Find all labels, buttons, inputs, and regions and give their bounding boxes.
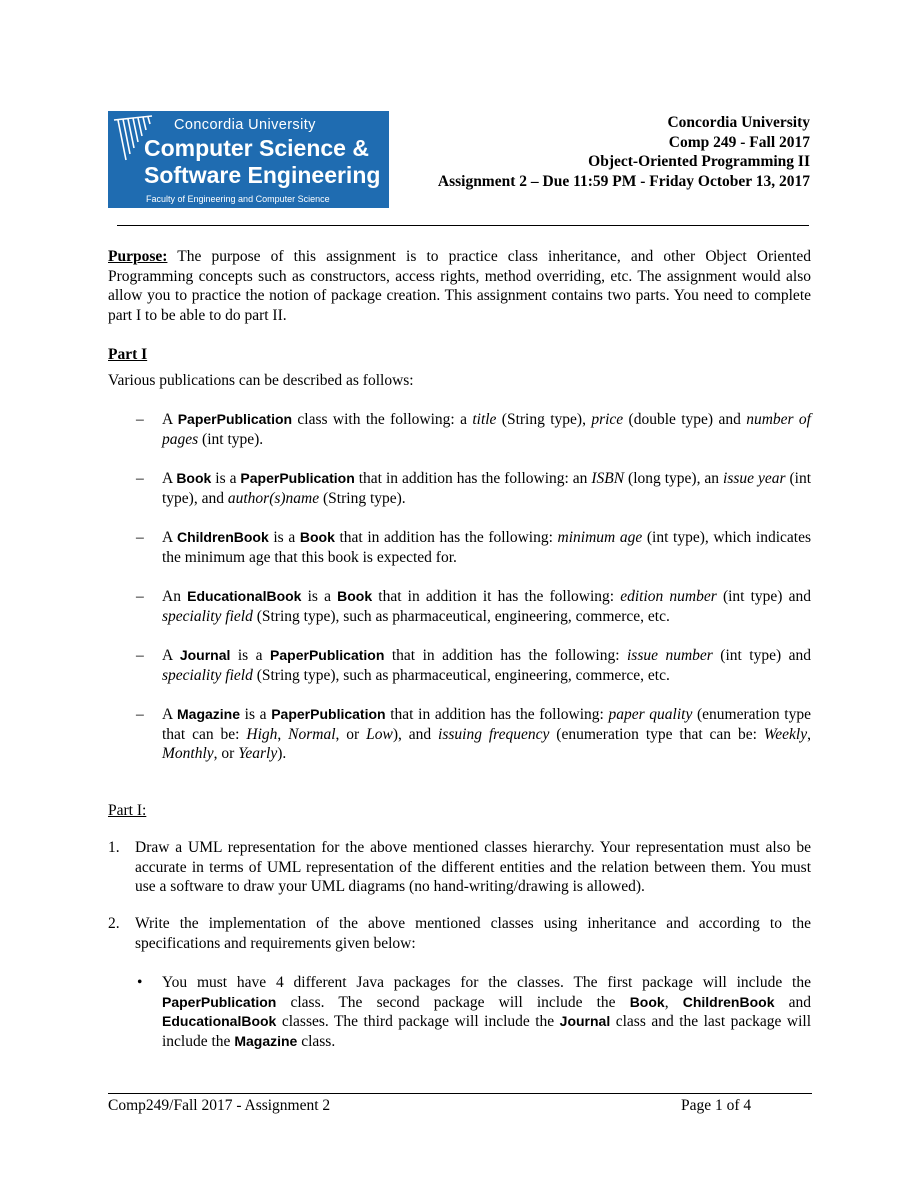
- bullet-item: [135, 973, 811, 1051]
- part1-heading: [108, 345, 811, 365]
- item-text: that in addition has the following: an: [354, 470, 592, 487]
- item-text: ), and: [392, 725, 439, 743]
- enum-value: Normal: [288, 725, 336, 743]
- item-number: 1.: [108, 839, 120, 856]
- attribute-name: issuing frequency: [438, 725, 550, 743]
- attribute-name: speciality field: [162, 666, 253, 684]
- enum-value: Weekly: [763, 725, 808, 743]
- enum-value: Low: [366, 725, 393, 743]
- class-name: PaperPublication: [240, 470, 355, 486]
- bullet-dot: •: [137, 974, 143, 991]
- class-name: PaperPublication: [271, 706, 386, 722]
- item-text: is a: [268, 529, 300, 546]
- item-text: (String type), such as pharmaceutical, engineering, commerce, etc.: [252, 666, 670, 684]
- item-text: that in addition has the following:: [384, 647, 627, 664]
- item-text: classes. The third package will include the: [276, 1013, 560, 1030]
- item-text: ,: [664, 993, 683, 1011]
- item-text: (String type),: [496, 411, 592, 428]
- class-name: Journal: [179, 647, 231, 663]
- list-item: [108, 528, 811, 567]
- class-name: PaperPublication: [177, 411, 293, 427]
- item-text: A: [162, 706, 177, 723]
- part1-tasks-heading: [108, 801, 811, 821]
- item-text: is a: [301, 588, 338, 605]
- footer-course: Comp249/Fall 2017 - Assignment 2: [108, 1097, 331, 1114]
- logo-faculty: Faculty of Engineering and Computer Science: [146, 194, 330, 204]
- logo-university-name: Concordia University: [174, 117, 316, 133]
- class-name: PaperPublication: [270, 647, 385, 663]
- item-text: that in addition has the following:: [334, 529, 558, 546]
- item-text: You must have 4 different Java packages for the classes. The first package will include the: [162, 974, 811, 991]
- item-text: (int type) and: [716, 588, 811, 605]
- class-name: ChildrenBook: [176, 529, 269, 545]
- header-course-title: Object-Oriented Programming II: [588, 153, 810, 170]
- class-name: PaperPublication: [162, 993, 277, 1010]
- class-name: EducationalBook: [162, 1013, 277, 1029]
- item-text: A: [162, 647, 180, 664]
- class-name: Journal: [559, 1013, 611, 1029]
- purpose-label: Purpose:: [108, 248, 168, 265]
- list-item: [108, 705, 811, 764]
- item-text: that in addition has the following:: [385, 706, 609, 723]
- item-text: is a: [240, 706, 272, 723]
- class-name: EducationalBook: [187, 588, 302, 604]
- item-text: (int type), which indicates the minimum age that this book is expected for.: [162, 529, 811, 566]
- list-item: [108, 587, 811, 626]
- logo-title-line2: Software Engineering: [144, 162, 381, 188]
- class-name: ChildrenBook: [682, 993, 775, 1010]
- attribute-name: issue year: [723, 470, 786, 487]
- item-text: , or: [335, 725, 367, 743]
- item-text: is a: [211, 470, 241, 487]
- item-text: class.: [297, 1032, 336, 1050]
- attribute-name: title: [472, 411, 497, 428]
- item-text: is a: [230, 647, 271, 664]
- item-text: An: [162, 588, 188, 605]
- list-item: [108, 646, 811, 685]
- course-header: [438, 113, 810, 191]
- class-name: Book: [299, 529, 335, 545]
- attribute-name: minimum age: [557, 529, 643, 546]
- item-text: A: [162, 411, 178, 428]
- item-text: (String type), such as pharmaceutical, engineering, commerce, etc.: [252, 607, 670, 625]
- attribute-name: edition number: [620, 588, 717, 605]
- logo-title-line1: Computer Science &: [144, 135, 369, 161]
- item-text: (long type), an: [624, 470, 724, 487]
- dash-bullet: –: [136, 588, 144, 605]
- numbered-item-text: Write the implementation of the above mentioned classes using inheritance and according to the specifications and requirements given below:: [135, 915, 811, 952]
- item-text: that in addition it has the following:: [372, 588, 621, 605]
- item-text: , or: [213, 745, 239, 762]
- item-text: class and the last package will include the: [162, 1013, 811, 1050]
- item-text: (int type).: [198, 430, 264, 448]
- item-text: (enumeration type that can be:: [549, 725, 764, 743]
- university-logo: [108, 111, 389, 208]
- page-number: Page 1 of 4: [681, 1097, 752, 1114]
- item-text: class with the following: a: [292, 411, 473, 428]
- enum-value: Monthly: [162, 745, 214, 762]
- item-number: 2.: [108, 915, 120, 932]
- header-course: Comp 249 - Fall 2017: [668, 133, 810, 151]
- numbered-item-text: Draw a UML representation for the above mentioned classes hierarchy. Your representation must also be accurate in terms of UML representation of the different entities and the relation between them. You must use a software to draw your UML diagrams (no hand-writing/drawing is allowed).: [135, 839, 811, 895]
- item-text: ,: [807, 725, 811, 743]
- class-name: Book: [629, 993, 665, 1010]
- purpose-text: The purpose of this assignment is to practice class inheritance, and other Object Oriented Programming concepts such as constructors, access rights, method overriding, etc. The assignment would also allow you to practice the notion of package creation. This assignment contains two parts. You need to complete part I to be able to do part II.: [108, 248, 811, 324]
- dash-bullet: –: [136, 411, 144, 428]
- numbered-item: [108, 838, 811, 897]
- part1-heading-text: Part I: [108, 346, 148, 363]
- header-divider: [117, 225, 809, 226]
- part1-intro: Various publications can be described as follows:: [108, 372, 414, 389]
- item-text: A: [162, 470, 177, 487]
- dash-bullet: –: [136, 529, 144, 546]
- dash-bullet: –: [136, 470, 144, 487]
- class-name: Magazine: [177, 706, 241, 722]
- item-text: class. The second package will include the: [276, 993, 630, 1011]
- item-text: (double type) and: [623, 411, 747, 428]
- attribute-name: issue number: [626, 647, 713, 664]
- dash-bullet: –: [136, 647, 144, 664]
- attribute-name: paper quality: [608, 706, 693, 723]
- class-name: Book: [176, 470, 212, 486]
- item-text: (int type), and: [162, 470, 812, 507]
- part1-tasks-heading-text: Part I:: [108, 802, 147, 819]
- enum-value: High: [246, 725, 278, 743]
- class-name: Magazine: [234, 1032, 298, 1049]
- item-text: A: [162, 529, 177, 546]
- list-item: [108, 469, 811, 508]
- item-text: (enumeration type that can be:: [162, 706, 811, 743]
- item-text: (int type) and: [712, 647, 811, 664]
- attribute-name: speciality field: [162, 607, 253, 625]
- purpose-paragraph: [108, 247, 811, 325]
- item-text: and: [774, 993, 811, 1011]
- class-name: Book: [337, 588, 373, 604]
- header-assignment-due: Assignment 2 – Due 11:59 PM - Friday October 13, 2017: [437, 172, 810, 190]
- header-university: Concordia University: [667, 114, 810, 131]
- enum-value: Yearly: [238, 745, 278, 762]
- numbered-item: [108, 914, 811, 953]
- item-text: ).: [277, 745, 287, 762]
- attribute-name: price: [591, 411, 624, 428]
- item-text: ,: [277, 725, 289, 743]
- dash-bullet: –: [136, 706, 144, 723]
- item-text: (String type).: [319, 489, 406, 507]
- attribute-name: ISBN: [591, 470, 625, 487]
- footer-divider: [108, 1093, 812, 1094]
- attribute-name: author(s)name: [227, 489, 320, 507]
- attribute-name: number of pages: [162, 411, 811, 448]
- list-item: [108, 410, 811, 449]
